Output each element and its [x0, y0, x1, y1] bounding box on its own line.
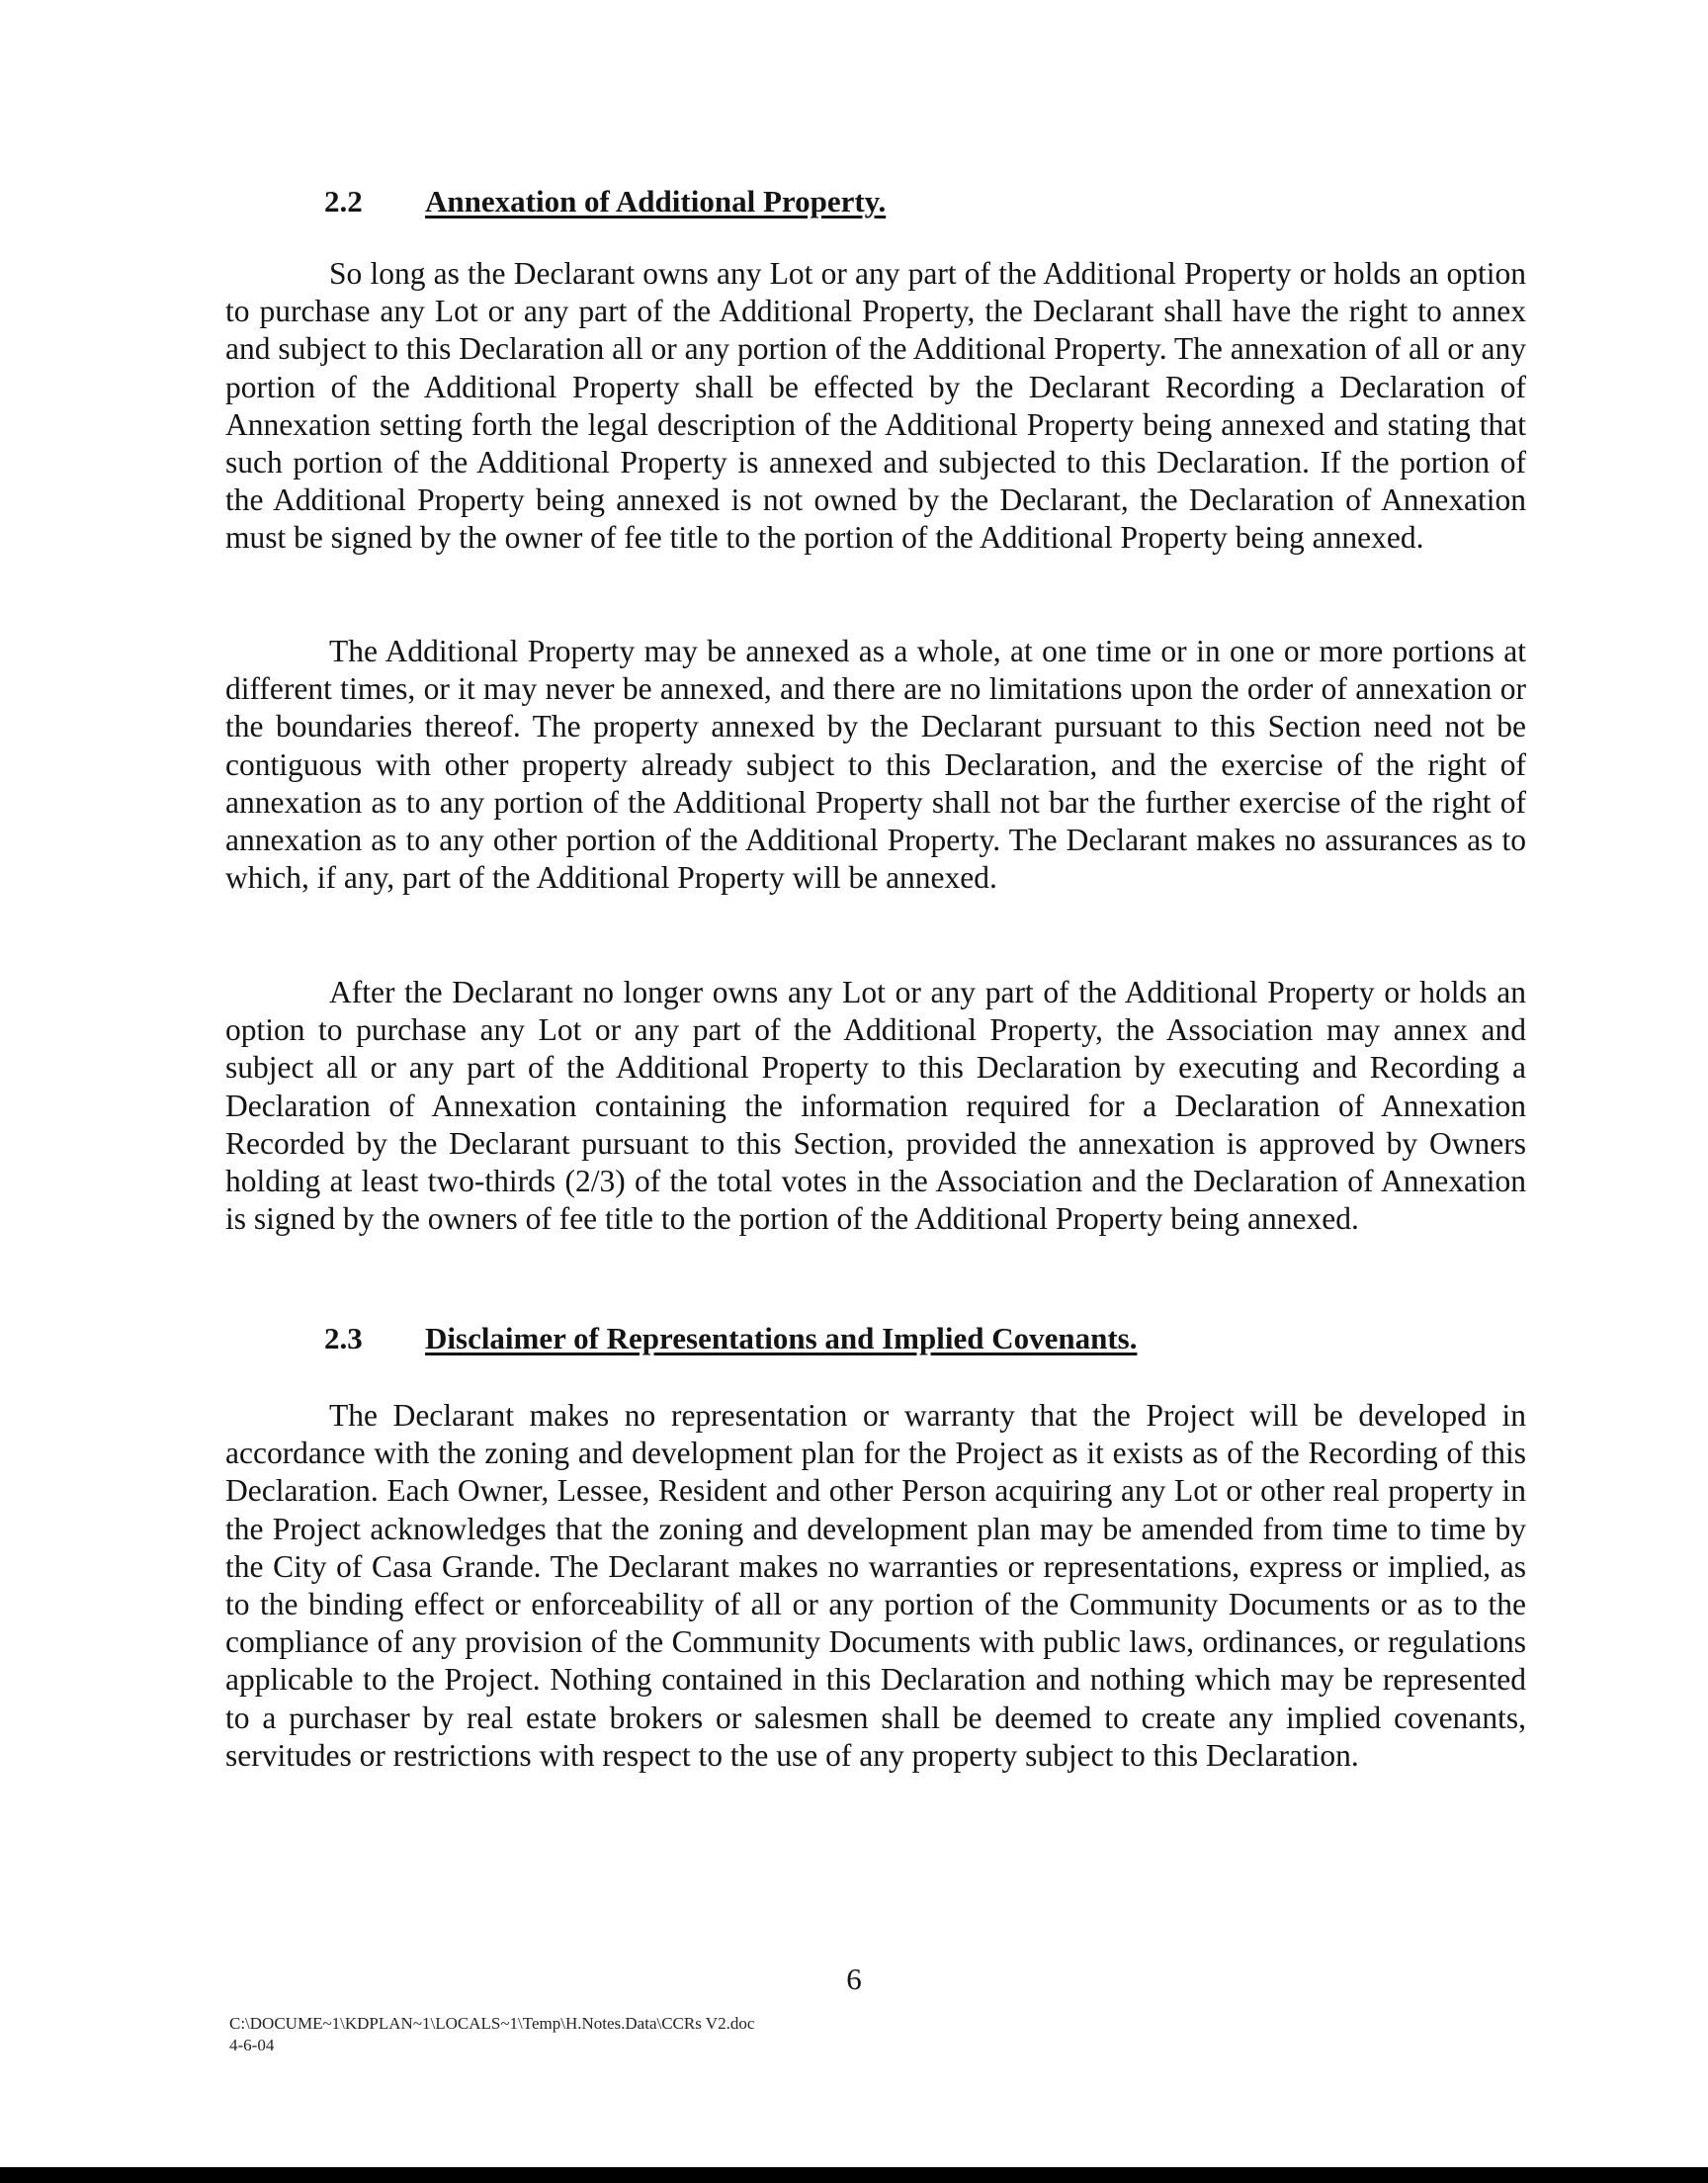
section-number: 2.2 — [324, 184, 363, 218]
section-number: 2.3 — [324, 1321, 363, 1355]
footer-file-path: C:\DOCUME~1\KDPLAN~1\LOCALS~1\Temp\H.Notes.Data\CCRs V2.doc — [229, 2014, 755, 2033]
paragraph: So long as the Declarant owns any Lot or any part of the Additional Property or holds an option to purchase any Lot or any part of the Additional Property, the Declarant shall have the right to annex and subject to this Declaration all or any portion of the Additional Property. The annexation of all or any portion of the Additional Property shall be effected by the Declarant Recording a Declaration of Annexation setting forth the legal description of the Additional Property being annexed and stating that such portion of the Additional Property is annexed and subjected to this Declaration. If the portion of the Additional Property being annexed is not owned by the Declarant, the Declaration of Annexation must be signed by the owner of fee title to the portion of the Additional Property being annexed. — [225, 256, 1526, 556]
section-title: Annexation of Additional Property. — [425, 184, 887, 218]
section-heading-2-2 — [324, 184, 886, 219]
paragraph: The Additional Property may be annexed as a whole, at one time or in one or more portions at different times, or it may never be annexed, and there are no limitations upon the order of annexation or the boundaries thereof. The property annexed by the Declarant pursuant to this Section need not be contiguous with other property already subject to this Declaration, and the exercise of the right of annexation as to any portion of the Additional Property shall not bar the further exercise of the right of annexation as to any other portion of the Additional Property. The Declarant makes no assurances as to which, if any, part of the Additional Property will be annexed. — [225, 634, 1526, 896]
scan-edge-bar — [0, 2167, 1708, 2183]
section-title: Disclaimer of Representations and Implied Covenants. — [425, 1321, 1138, 1355]
section-heading-2-3 — [324, 1321, 1137, 1356]
page-number: 6 — [846, 1962, 862, 1996]
paragraph: After the Declarant no longer owns any Lot or any part of the Additional Property or holds an option to purchase any Lot or any part of the Additional Property, the Association may annex and subject all or any part of the Additional Property to this Declaration by executing and Recording a Declaration of Annexation containing the information required for a Declaration of Annexation Recorded by the Declarant pursuant to this Section, provided the annexation is approved by Owners holding at least two-thirds (2/3) of the total votes in the Association and the Declaration of Annexation is signed by the owners of fee title to the portion of the Additional Property being annexed. — [225, 975, 1526, 1237]
footer-date: 4-6-04 — [229, 2036, 275, 2054]
paragraph: The Declarant makes no representation or warranty that the Project will be developed in accordance with the zoning and development plan for the Project as it exists as of the Recording of this Declaration. Each Owner, Lessee, Resident and other Person acquiring any Lot or other real property in the Project acknowledges that the zoning and development plan may be amended from time to time by the City of Casa Grande. The Declarant makes no warranties or representations, express or implied, as to the binding effect or enforceability of all or any portion of the Community Documents or as to the compliance of any provision of the Community Documents with public laws, ordinances, or regulations applicable to the Project. Nothing contained in this Declaration and nothing which may be represented to a purchaser by real estate brokers or salesmen shall be deemed to create any implied covenants, servitudes or restrictions with respect to the use of any property subject to this Declaration. — [225, 1398, 1526, 1773]
document-footer — [229, 2013, 754, 2056]
